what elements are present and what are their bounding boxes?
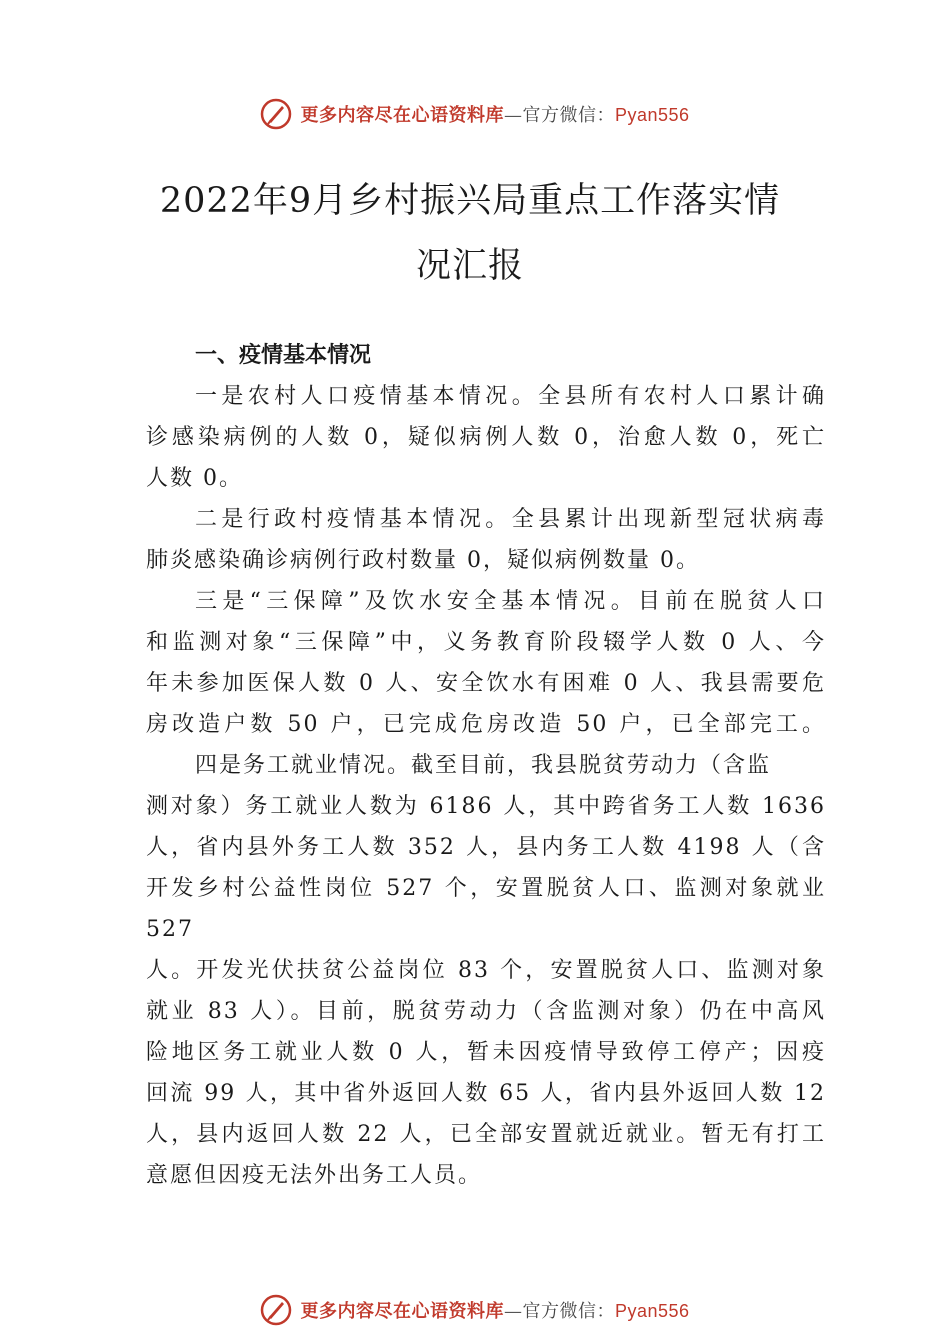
body-line: 人，省内县外务工人数 352 人，县内务工人数 4198 人（含: [146, 835, 826, 860]
banner-wechat-label: 官方微信：: [522, 1301, 615, 1322]
body-line: 意愿但因疫无法外出务工人员。: [146, 1163, 483, 1188]
body-line: 527: [146, 917, 194, 942]
body-line: 和监测对象“三保障”中，义务教育阶段辍学人数 0 人、今: [146, 630, 826, 655]
banner-dash: —: [503, 1301, 523, 1322]
banner-wechat-id: Pyan556: [614, 1301, 690, 1321]
document-title-line-2: 况汇报: [415, 246, 524, 286]
body-line: 房改造户数 50 户，已完成危房改造 50 户，已全部完工。: [146, 712, 826, 737]
body-line: 肺炎感染确诊病例行政村数量 0，疑似病例数量 0。: [146, 548, 700, 573]
body-line: 测对象）务工就业人数为 6186 人，其中跨省务工人数 1636: [146, 794, 826, 819]
section-heading: 一、疫情基本情况: [195, 343, 372, 368]
body-line: 三是“三保障”及饮水安全基本情况。目前在脱贫人口: [195, 589, 826, 614]
banner-wechat-label: 官方微信：: [522, 105, 615, 126]
banner-main-text: 更多内容尽在心语资料库: [300, 105, 504, 126]
body-line: 二是行政村疫情基本情况。全县累计出现新型冠状病毒: [195, 507, 826, 532]
banner-dash: —: [503, 105, 523, 126]
footer-banner: [0, 1290, 950, 1330]
body-line: 一是农村人口疫情基本情况。全县所有农村人口累计确: [195, 384, 826, 409]
body-line: 人。开发光伏扶贫公益岗位 83 个，安置脱贫人口、监测对象: [146, 958, 826, 983]
body-line: 人，县内返回人数 22 人，已全部安置就近就业。暂无有打工: [146, 1122, 826, 1147]
body-line: 就业 83 人）。目前，脱贫劳动力（含监测对象）仍在中高风: [146, 999, 826, 1024]
body-line: 诊感染病例的人数 0，疑似病例人数 0，治愈人数 0，死亡: [146, 425, 826, 450]
document-title-line-1: 2022年9月乡村振兴局重点工作落实情: [159, 181, 781, 221]
body-line: 险地区务工就业人数 0 人，暂未因疫情导致停工停产；因疫: [146, 1040, 826, 1065]
body-line: 年未参加医保人数 0 人、安全饮水有困难 0 人、我县需要危: [146, 671, 826, 696]
body-line: 回流 99 人，其中省外返回人数 65 人，省内县外返回人数 12: [146, 1081, 826, 1106]
quill-logo-icon: [260, 1294, 292, 1326]
body-line: 人数 0。: [146, 466, 243, 491]
banner-wechat-id: Pyan556: [614, 105, 690, 125]
banner-text: [300, 101, 689, 127]
banner-main-text: 更多内容尽在心语资料库: [300, 1301, 504, 1322]
quill-logo-icon: [260, 98, 292, 130]
header-banner: [0, 94, 950, 134]
body-line: 四是务工就业情况。截至目前，我县脱贫劳动力（含监: [195, 753, 772, 778]
banner-text: [300, 1297, 689, 1323]
body-line: 开发乡村公益性岗位 527 个，安置脱贫人口、监测对象就业: [146, 876, 826, 901]
